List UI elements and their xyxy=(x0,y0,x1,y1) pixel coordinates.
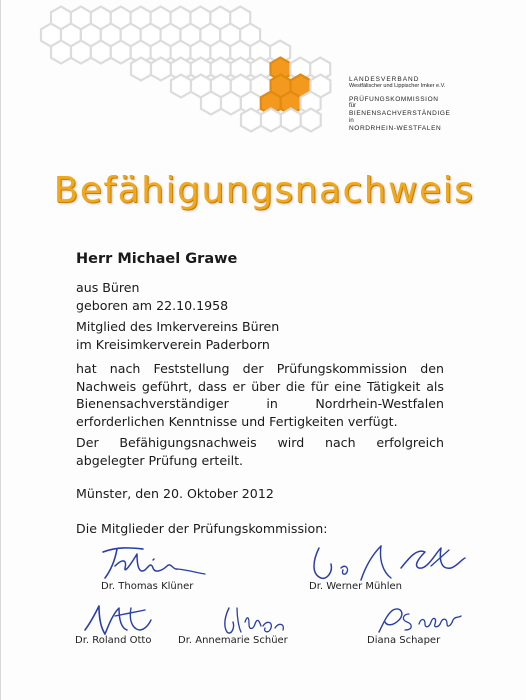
org-line-5: BIENENSACHVERSTÄNDIGE xyxy=(349,110,451,118)
membership-block xyxy=(76,318,444,353)
signatory-schaper: Diana Schaper xyxy=(367,635,441,646)
honeycomb-cell xyxy=(111,41,131,64)
honeycomb-cell xyxy=(261,109,281,132)
org-line-2: Westfälischer und Lippischer Imker e.V. xyxy=(349,83,446,90)
honeycomb-cell xyxy=(241,109,261,132)
recipient-name: Herr Michael Grawe xyxy=(76,251,238,267)
place-date: Münster, den 20. Oktober 2012 xyxy=(76,486,274,501)
honeycomb-cell xyxy=(221,92,241,115)
membership-line-2: im Kreisimkerverein Paderborn xyxy=(76,336,270,352)
honeycomb-cell xyxy=(71,41,91,64)
recipient-origin: aus Büren xyxy=(76,280,140,295)
membership-line-1: Mitglied des Imkervereins Büren xyxy=(76,319,280,334)
recipient-details xyxy=(76,279,444,314)
honeycomb-cell xyxy=(131,58,151,81)
validity-paragraph: Der Befähigungsnachweis wird nach erfolgreich abgelegter Prüfung erteilt. xyxy=(76,435,444,468)
org-line-1: LANDESVERBAND xyxy=(349,76,420,83)
honeycomb-cell xyxy=(281,109,301,132)
honeycomb-cell xyxy=(151,58,171,81)
signatory-muehlen: Dr. Werner Mühlen xyxy=(309,581,402,592)
org-line-7: NORDRHEIN-WESTFALEN xyxy=(349,124,442,132)
signature-schaper xyxy=(373,602,468,638)
honeycomb-cell xyxy=(51,41,71,64)
signature-klueners xyxy=(93,540,213,585)
org-line-6: in xyxy=(349,117,354,124)
certificate-title: Befähigungsnachweis xyxy=(53,170,475,211)
commission-intro: Die Mitglieder der Prüfungskommission: xyxy=(76,521,328,536)
recipient-birth: geboren am 22.10.1958 xyxy=(76,297,229,313)
signatory-schueer: Dr. Annemarie Schüer xyxy=(178,635,288,646)
org-line-4: für xyxy=(349,103,357,110)
honeycomb-cell xyxy=(171,75,191,98)
org-line-3: PRÜFUNGSKOMMISSION xyxy=(349,95,439,103)
honeycomb-cell xyxy=(201,92,221,115)
honeycomb-cell xyxy=(301,109,321,132)
statement-paragraph: hat nach Feststellung der Prüfungskommission den Nachweis geführt, dass er über die für eine Tätigkeit als Bienensachverständiger in Nordrhein-Westfalen erforderlichen Kenntnisse und Fertigkeiten verfügt. xyxy=(76,361,444,429)
signatory-otto: Dr. Roland Otto xyxy=(75,635,152,646)
honeycomb-cell xyxy=(91,41,111,64)
signatory-klueners: Dr. Thomas Klüner xyxy=(101,581,194,592)
organization-block xyxy=(349,76,450,132)
